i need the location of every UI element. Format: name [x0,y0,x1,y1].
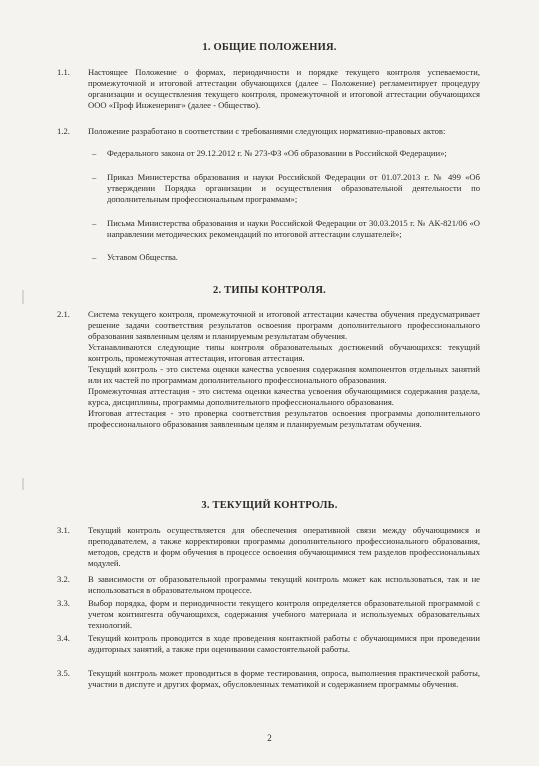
list-item-law: Федерального закона от 29.12.2012 г. № 273-ФЗ «Об образовании в Российской Федерации»; [107,148,447,158]
list-dash: – [92,148,97,158]
list-dash: – [92,172,97,182]
paragraph-1-1: Настоящее Положение о формах, периодичности и порядке текущего контроля успеваемости, промежуточной и итоговой аттестации обучающихся (далее – Положение) регламентирует процедуру организации и осуществления текущего контроля, промежуточной и итоговой аттестации обучающихся ООО «Проф Инженеринг» (далее - Общество). [88,67,480,110]
binder-hole-mark [22,478,24,490]
section-3-title: 3. ТЕКУЩИЙ КОНТРОЛЬ. [201,500,338,511]
item-number: 3.2. [57,574,70,584]
paragraph-1-2: Положение разработано в соответствии с требованиями следующих нормативно-правовых актов: [88,126,446,136]
paragraph-text: Текущий контроль - это система оценки качества усвоения содержания компонентов отдельных занятий или их частей по программам дополнительного профессионального образования. [88,364,480,385]
section-1-title: 1. ОБЩИЕ ПОЛОЖЕНИЯ. [202,42,337,53]
item-number: 1.2. [57,126,70,136]
item-number: 2.1. [57,309,70,319]
paragraph-2-1 [88,309,480,430]
paragraph-3-2: В зависимости от образовательной программы текущий контроль может как использоваться, так и не использоваться в образовательном процессе. [88,574,480,595]
paragraph-text: Промежуточная аттестация - это система оценки качества усвоения обучающимися содержания раздела, курса, дисциплины, программы дополнительного профессионального образования. [88,386,480,407]
item-number: 1.1. [57,67,70,77]
list-dash: – [92,218,97,228]
list-dash: – [92,252,97,262]
paragraph-text: Устанавливаются следующие типы контроля образовательных достижений обучающихся: текущий контроль, промежуточная аттестация, итоговая аттестация. [88,342,480,363]
paragraph-3-5: Текущий контроль может проводиться в форме тестирования, опроса, выполнения практической работы, участии в диспуте и других формах, обусловленных тематикой и содержанием программы обучения. [88,668,480,689]
page-number: 2 [267,733,272,743]
paragraph-text: Итоговая аттестация - это проверка соответствия результатов освоения программы дополнительного профессионального образования заявленным целям и планируемым результатам обучения. [88,408,480,429]
section-2-title: 2. ТИПЫ КОНТРОЛЯ. [213,285,326,296]
paragraph-text: Система текущего контроля, промежуточной и итоговой аттестации качества обучения предусматривает решение задачи соответствия результатов освоения программ дополнительного профессионального образования заявленным целям и планируемым результатам обучения. [88,309,480,341]
item-number: 3.5. [57,668,70,678]
item-number: 3.1. [57,525,70,535]
list-item-charter: Уставом Общества. [107,252,178,262]
paragraph-3-3: Выбор порядка, форм и периодичности текущего контроля определяется образовательной программой с учетом контингента обучающихся, содержания учебного материала и используемых образовательных технологий. [88,598,480,630]
paragraph-3-4: Текущий контроль проводится в ходе проведения контактной работы с обучающимися при проведении аудиторных занятий, а также при оценивании самостоятельной работы. [88,633,480,654]
list-item-order: Приказ Министерства образования и науки Российской Федерации от 01.07.2013 г. № 499 «Об утверждении Порядка организации и осуществления образовательной деятельности по дополнительным профессиональным программам»; [107,172,480,204]
item-number: 3.4. [57,633,70,643]
paragraph-3-1: Текущий контроль осуществляется для обеспечения оперативной связи между обучающимися и преподавателем, а также корректировки программы дополнительного профессионального образования, методов, средств и форм обучения в процессе освоения обучающимися тем разделов профессиональных модулей. [88,525,480,568]
item-number: 3.3. [57,598,70,608]
list-item-letter: Письма Министерства образования и науки Российской Федерации от 30.03.2015 г. № АК-821/06 «О направлении методических рекомендаций по итоговой аттестации слушателей»; [107,218,480,239]
